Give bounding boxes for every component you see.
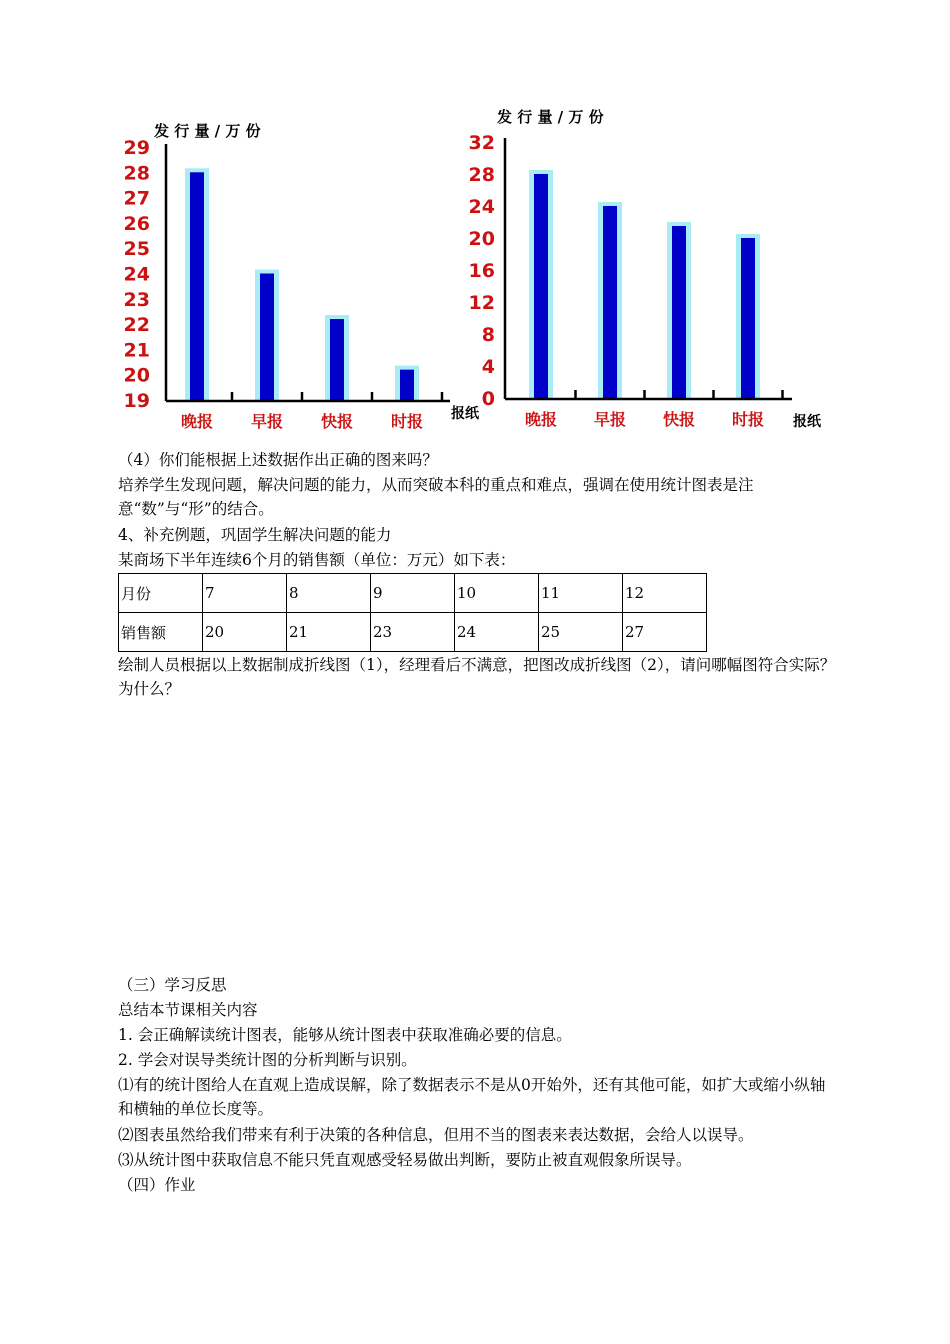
reflection-title: （三）学习反思 bbox=[118, 976, 227, 994]
c1-y-tick-label: 24 bbox=[123, 263, 150, 286]
c2-y-tick-label: 4 bbox=[481, 356, 495, 378]
table-header-month: 月份 bbox=[119, 574, 203, 613]
c2-bar bbox=[672, 226, 686, 398]
table-cell: 11 bbox=[539, 574, 623, 613]
c2-bar bbox=[603, 206, 617, 398]
summary-sub-2: ⑵图表虽然给我们带来有利于决策的各种信息，但用不当的图表来表达数据，会给人以误导。 bbox=[118, 1126, 754, 1144]
table-cell: 25 bbox=[539, 613, 623, 652]
c2-bar bbox=[534, 174, 548, 398]
table-cell: 21 bbox=[287, 613, 371, 652]
c2-y-tick-label: 24 bbox=[468, 196, 495, 218]
c2-category-label: 快报 bbox=[662, 410, 696, 429]
c1-category-label: 早报 bbox=[250, 412, 284, 431]
sales-table bbox=[118, 573, 707, 652]
chart-misleading-truncated-axis bbox=[110, 110, 490, 440]
question-4: （4）你们能根据上述数据作出正确的图来吗？ bbox=[118, 451, 438, 469]
section-4-title: 4、补充例题，巩固学生解决问题的能力 bbox=[118, 526, 392, 544]
table-cell: 27 bbox=[623, 613, 707, 652]
table-header-sales: 销售额 bbox=[119, 613, 203, 652]
c1-category-label: 快报 bbox=[320, 412, 354, 431]
c1-y-tick-label: 23 bbox=[123, 288, 150, 311]
summary-point-2: 2. 学会对误导类统计图的分析判断与识别。 bbox=[118, 1051, 417, 1069]
c1-y-tick-label: 21 bbox=[123, 339, 150, 362]
table-cell: 10 bbox=[455, 574, 539, 613]
c2-y-tick-label: 20 bbox=[468, 228, 495, 250]
c2-y-tick-label: 28 bbox=[468, 164, 495, 186]
c1-category-label: 时报 bbox=[390, 412, 424, 431]
chart-correct-zero-axis bbox=[455, 100, 855, 440]
chart1-y-axis-label: 发 行 量 / 万 份 bbox=[154, 122, 261, 140]
table-cell: 23 bbox=[371, 613, 455, 652]
c1-y-tick-label: 19 bbox=[123, 390, 150, 412]
c2-y-tick-label: 16 bbox=[468, 260, 495, 282]
c2-y-tick-label: 32 bbox=[468, 132, 495, 154]
c2-category-label: 早报 bbox=[593, 410, 627, 429]
summary-title: 总结本节课相关内容 bbox=[118, 1001, 258, 1019]
c2-category-label: 晚报 bbox=[524, 410, 558, 429]
table-row bbox=[119, 574, 707, 613]
summary-sub-1: ⑴有的统计图给人在直观上造成误解，除了数据表示不是从0开始外，还有其他可能，如扩大或缩小纵轴和横轴的单位长度等。 bbox=[118, 1076, 826, 1118]
c1-bar bbox=[400, 370, 414, 400]
c1-bar bbox=[190, 172, 204, 400]
summary-sub-3: ⑶从统计图中获取信息不能只凭直观感受轻易做出判断，要防止被直观假象所误导。 bbox=[118, 1151, 692, 1169]
c1-bar bbox=[330, 319, 344, 400]
c2-y-tick-label: 12 bbox=[468, 292, 495, 314]
c1-y-tick-label: 25 bbox=[123, 238, 150, 261]
teaching-purpose: 培养学生发现问题，解决问题的能力，从而突破本科的重点和难点，强调在使用统计图表是注意“数”与“形”的结合。 bbox=[118, 476, 754, 518]
c1-y-tick-label: 22 bbox=[123, 314, 150, 337]
table-cell: 20 bbox=[203, 613, 287, 652]
c1-y-tick-label: 28 bbox=[123, 162, 150, 185]
table-cell: 8 bbox=[287, 574, 371, 613]
c1-category-label: 晚报 bbox=[180, 412, 214, 431]
homework-title: （四）作业 bbox=[118, 1176, 196, 1194]
chart2-x-axis-label: 报纸 bbox=[793, 414, 821, 430]
table-cell: 12 bbox=[623, 574, 707, 613]
c2-y-tick-label: 8 bbox=[481, 324, 495, 346]
c2-bar bbox=[741, 238, 755, 398]
c1-y-tick-label: 20 bbox=[123, 364, 150, 387]
table-row bbox=[119, 613, 707, 652]
c1-y-tick-label: 29 bbox=[123, 137, 150, 159]
table-cell: 9 bbox=[371, 574, 455, 613]
example-intro: 某商场下半年连续6个月的销售额（单位：万元）如下表： bbox=[118, 551, 516, 569]
table-cell: 7 bbox=[203, 574, 287, 613]
example-question: 绘制人员根据以上数据制成折线图（1），经理看后不满意，把图改成折线图（2），请问哪幅图符合实际？为什么？ bbox=[118, 656, 836, 698]
c1-y-tick-label: 26 bbox=[123, 212, 150, 235]
summary-point-1: 1. 会正确解读统计图表，能够从统计图表中获取准确必要的信息。 bbox=[118, 1026, 572, 1044]
c1-y-tick-label: 27 bbox=[123, 187, 150, 210]
c2-y-tick-label: 0 bbox=[481, 388, 495, 410]
chart2-y-axis-label: 发 行 量 / 万 份 bbox=[497, 108, 604, 126]
c1-bar bbox=[260, 274, 274, 401]
c2-category-label: 时报 bbox=[731, 410, 765, 429]
chart1-x-axis-label: 报纸 bbox=[451, 406, 479, 422]
table-cell: 24 bbox=[455, 613, 539, 652]
